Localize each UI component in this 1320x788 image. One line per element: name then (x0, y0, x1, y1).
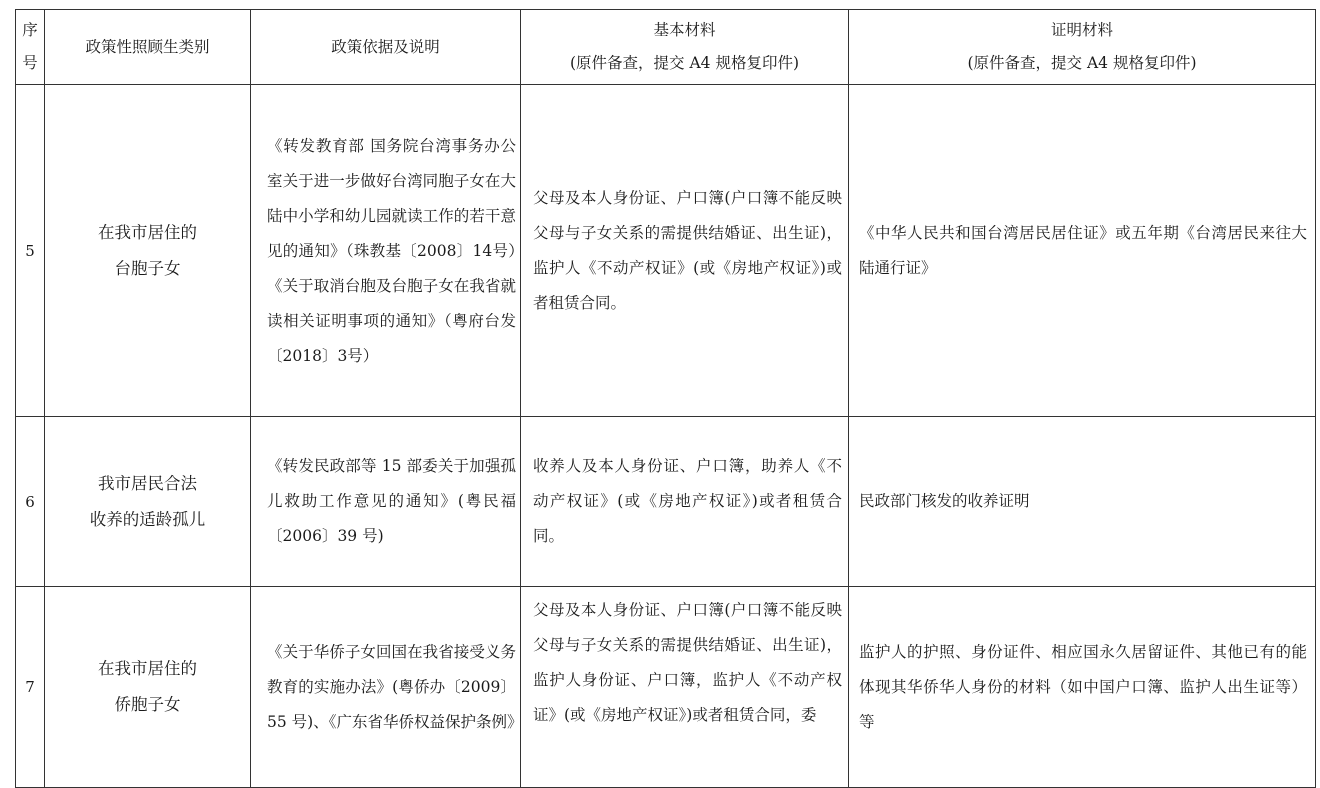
category-line: 台胞子女 (114, 258, 181, 278)
header-basic-materials (521, 10, 849, 85)
table-row (16, 417, 1316, 587)
row-proof-materials: 《中华人民共和国台湾居民居住证》或五年期《台湾居民来往大陆通行证》 (849, 85, 1316, 417)
row-number: 7 (16, 587, 45, 788)
row-proof-materials: 民政部门核发的收养证明 (849, 417, 1316, 587)
category-line: 收养的适龄孤儿 (89, 509, 206, 529)
policy-table (15, 9, 1316, 788)
row-category (45, 587, 251, 788)
row-proof-materials: 监护人的护照、身份证件、相应国永久居留证件、其他已有的能体现其华侨华人身份的材料（如中国户口簿、监护人出生证等）等 (849, 587, 1316, 788)
header-no-line1: 序 (22, 21, 38, 39)
header-proof-materials (849, 10, 1316, 85)
table-header-row (16, 10, 1316, 85)
category-line: 在我市居住的 (98, 222, 197, 242)
row-number: 5 (16, 85, 45, 417)
category-line: 侨胞子女 (114, 695, 181, 714)
row-number: 6 (16, 417, 45, 587)
header-no-line2: 号 (22, 54, 38, 72)
row-policy-basis: 《转发民政部等 15 部委关于加强孤儿救助工作意见的通知》(粤民福〔2006〕39 号) (251, 417, 521, 587)
row-category (45, 85, 251, 417)
header-basic-title: 基本材料 (653, 21, 716, 39)
row-basic-materials: 父母及本人身份证、户口簿(户口簿不能反映父母与子女关系的需提供结婚证、出生证)，监护人《不动产权证》(或《房地产权证》)或者租赁合同。 (521, 85, 849, 417)
category-line: 我市居民合法 (98, 473, 197, 493)
header-proof-note: (原件备查，提交 A4 规格复印件) (967, 54, 1197, 72)
header-no (16, 10, 45, 85)
header-category: 政策性照顾生类别 (45, 10, 251, 85)
table-row (16, 85, 1316, 417)
row-basic-materials: 父母及本人身份证、户口簿(户口簿不能反映父母与子女关系的需提供结婚证、出生证)，监护人身份证、户口簿，监护人《不动产权证》(或《房地产权证》)或者租赁合同，委 (521, 587, 849, 788)
header-proof-title: 证明材料 (1050, 21, 1113, 39)
category-line: 在我市居住的 (98, 659, 197, 678)
row-category (45, 417, 251, 587)
row-policy-basis: 《关于华侨子女回国在我省接受义务教育的实施办法》(粤侨办〔2009〕55 号)、《广东省华侨权益保护条例》 (251, 587, 521, 788)
header-basis: 政策依据及说明 (251, 10, 521, 85)
table-row (16, 587, 1316, 788)
header-basic-note: (原件备查，提交 A4 规格复印件) (569, 54, 799, 72)
row-basic-materials: 收养人及本人身份证、户口簿，助养人《不动产权证》(或《房地产权证》)或者租赁合同。 (521, 417, 849, 587)
row-policy-basis: 《转发教育部 国务院台湾事务办公室关于进一步做好台湾同胞子女在大陆中小学和幼儿园就读工作的若干意见的通知》（珠教基〔2008〕14号）《关于取消台胞及台胞子女在我省就读相关证明事项的通知》（粤府台发〔2018〕3号） (251, 85, 521, 417)
